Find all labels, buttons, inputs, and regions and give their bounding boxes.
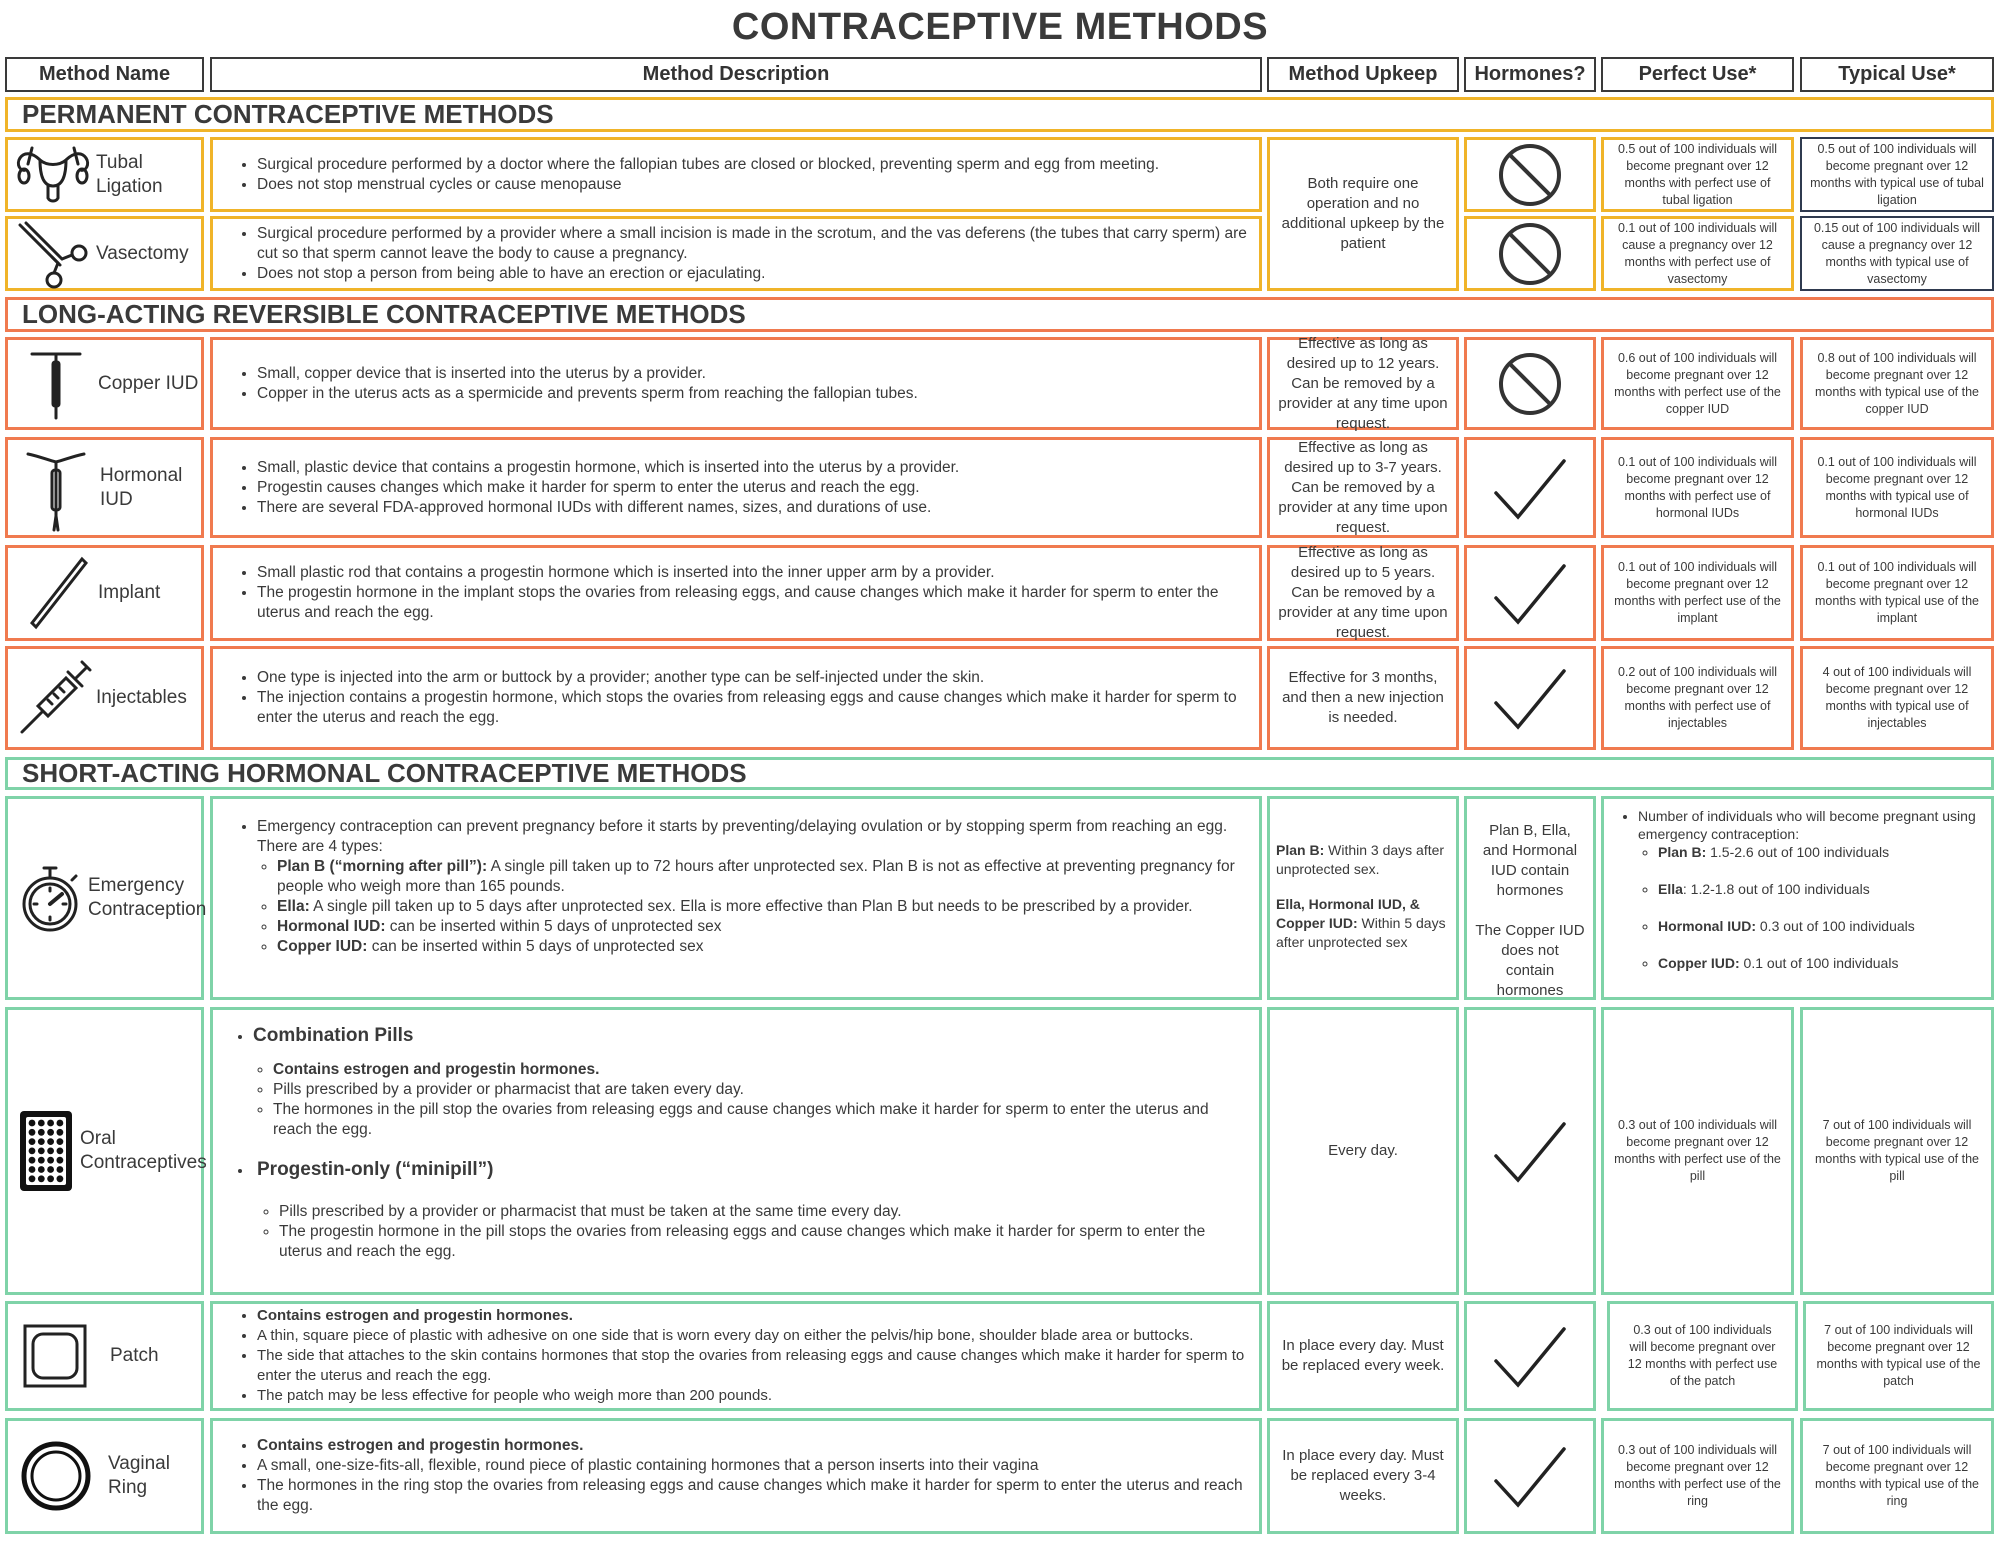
ec-stat-copper-iud: ◦ Copper IUD: 0.1 out of 100 individuals	[1658, 954, 1985, 972]
pill-dot	[47, 1166, 54, 1173]
syringe-icon	[18, 660, 92, 736]
description-vaginal-ring	[210, 1418, 1262, 1534]
description-bullet: • Does not stop a person from being able to have an erection or ejaculating.	[257, 264, 1249, 284]
description-bullet: Emergency contraception can prevent pregnancy before it starts by preventing/delaying ovulation or by stopping sperm from reaching an egg. There are 4 types:	[257, 818, 1228, 855]
description-bullet: • A small, one-size-fits-all, flexible, round piece of plastic containing hormones that a person inserts into their vagina	[257, 1456, 1249, 1476]
ec-upkeep-plan-b: Plan B: Within 3 days after unprotected sex.	[1276, 842, 1445, 877]
minipill-heading: • Progestin-only (“minipill”)	[257, 1159, 494, 1180]
section-short-acting: SHORT-ACTING HORMONAL CONTRACEPTIVE METHODS	[5, 757, 1994, 790]
perfect-use-hormonal-iud: 0.1 out of 100 individuals will become pregnant over 12 months with perfect use of hormonal IUDs	[1601, 437, 1794, 538]
header-method-description: Method Description	[210, 57, 1262, 92]
ec-stat-plan-b: ◦ Plan B: 1.5-2.6 out of 100 individuals	[1658, 843, 1985, 861]
method-emergency-contraception	[5, 796, 207, 1000]
method-oral-contraceptives	[5, 1007, 207, 1295]
ec-type-copper-iud: ◦ Copper IUD: can be inserted within 5 days of unprotected sex	[277, 937, 1249, 957]
method-vasectomy	[5, 216, 204, 291]
no-hormones-icon	[1497, 221, 1563, 287]
description-bullet: ◦ Pills prescribed by a provider or pharmacist that are taken every day.	[273, 1080, 1249, 1100]
pill-dot	[29, 1157, 36, 1164]
ring-icon	[20, 1440, 92, 1512]
pill-dot	[57, 1166, 64, 1173]
header-method-upkeep: Method Upkeep	[1267, 57, 1459, 92]
checkmark-icon	[1490, 1321, 1570, 1391]
description-bullet: • Surgical procedure performed by a provider where a small incision is made in the scrotum, and the vas deferens (the tubes that carry sperm) are cut so that sperm cannot leave the body to cause a pregnancy.	[257, 224, 1249, 264]
upkeep-oral-contraceptives: Every day.	[1267, 1007, 1459, 1295]
no-hormones-icon	[1497, 142, 1563, 208]
method-tubal-ligation	[5, 137, 204, 212]
description-copper-iud	[210, 337, 1262, 430]
description-bullet: • Contains estrogen and progestin hormones.	[257, 1306, 1249, 1326]
description-bullet: • Copper in the uterus acts as a spermicide and prevents sperm from reaching the fallopian tubes.	[257, 384, 1249, 404]
method-injectables	[5, 646, 204, 750]
description-bullet: • The patch may be less effective for people who weigh more than 200 pounds.	[257, 1386, 1249, 1406]
pill-dot	[47, 1157, 54, 1164]
typical-use-copper-iud: 0.8 out of 100 individuals will become pregnant over 12 months with typical use of the copper IUD	[1800, 337, 1994, 430]
description-bullet: • The injection contains a progestin hormone, which stops the ovaries from releasing eggs and cause changes which make it harder for sperm to enter the uterus and reach the egg.	[257, 688, 1249, 728]
description-bullet: • The progestin hormone in the implant stops the ovaries from releasing eggs, and cause changes which make it harder for sperm to enter the uterus and reach the egg.	[257, 583, 1249, 623]
stopwatch-icon	[18, 862, 82, 934]
checkmark-icon	[1490, 453, 1570, 523]
description-injectables	[210, 646, 1262, 750]
description-bullet: • Small, plastic device that contains a progestin hormone, which is inserted into the uterus by a provider.	[257, 458, 1249, 478]
method-name-label: Oral Contraceptives	[80, 1128, 207, 1173]
ec-type-hormonal-iud: ◦ Hormonal IUD: can be inserted within 5 days of unprotected sex	[277, 917, 1249, 937]
description-patch	[210, 1301, 1262, 1411]
patch-icon	[22, 1323, 88, 1389]
pill-dot	[57, 1175, 64, 1182]
section-permanent: PERMANENT CONTRACEPTIVE METHODS	[5, 97, 1994, 132]
description-bullet: ◦ The progestin hormone in the pill stops the ovaries from releasing eggs and cause changes which make it harder for sperm to enter the uterus and reach the egg.	[279, 1222, 1249, 1262]
typical-use-injectables: 4 out of 100 individuals will become pregnant over 12 months with typical use of injectables	[1800, 646, 1994, 750]
method-name-label: Vaginal Ring	[108, 1453, 170, 1498]
pill-dot	[57, 1148, 64, 1155]
ec-hormones-contain: Plan B, Ella, and Hormonal IUD contain hormones	[1482, 822, 1578, 899]
pill-dot	[57, 1138, 64, 1145]
pill-dot	[47, 1129, 54, 1136]
method-name-label: Injectables	[96, 687, 187, 708]
description-bullet: • Small plastic rod that contains a progestin hormone which is inserted into the inner upper arm by a provider.	[257, 563, 1249, 583]
description-bullet: • Contains estrogen and progestin hormones.	[257, 1436, 1249, 1456]
ec-type-plan-b: ◦ Plan B (“morning after pill”): A single pill taken up to 72 hours after unprotected sex. Plan B is not as effective at preventing pregnancy for people who weigh more than 165 pounds.	[277, 857, 1249, 897]
method-name-label: Emergency Contraception	[88, 875, 207, 920]
description-bullet: • The hormones in the ring stop the ovaries from releasing eggs and cause changes which make it harder for sperm to enter the uterus and reach the egg.	[257, 1476, 1249, 1516]
copper-iud-icon	[26, 348, 86, 420]
description-bullet: • Progestin causes changes which make it harder for sperm to enter the uterus and reach the egg.	[257, 478, 1249, 498]
description-bullet: • Does not stop menstrual cycles or cause menopause	[257, 175, 1249, 195]
pill-dot	[29, 1148, 36, 1155]
description-bullet: • Surgical procedure performed by a doctor where the fallopian tubes are closed or blocked, preventing sperm and egg from meeting.	[257, 155, 1249, 175]
pill-dot	[38, 1166, 45, 1173]
typical-use-hormonal-iud: 0.1 out of 100 individuals will become pregnant over 12 months with typical use of hormonal IUDs	[1800, 437, 1994, 538]
upkeep-implant: Effective as long as desired up to 5 years. Can be removed by a provider at any time upon request.	[1267, 545, 1459, 641]
description-bullet: • One type is injected into the arm or buttock by a provider; another type can be self-injected under the skin.	[257, 668, 1249, 688]
upkeep-vaginal-ring: In place every day. Must be replaced every 3-4 weeks.	[1267, 1418, 1459, 1534]
method-patch	[5, 1301, 204, 1411]
description-tubal-ligation	[210, 137, 1262, 212]
ec-stat-hormonal-iud: ◦ Hormonal IUD: 0.3 out of 100 individuals	[1658, 917, 1985, 935]
typical-use-oral-contraceptives: 7 out of 100 individuals will become pregnant over 12 months with typical use of the pill	[1800, 1007, 1994, 1295]
pill-dot	[29, 1120, 36, 1127]
pill-dot	[57, 1120, 64, 1127]
pill-dot	[38, 1148, 45, 1155]
ec-stats-intro: Number of individuals who will become pregnant using emergency contraception:	[1638, 808, 1976, 842]
ec-type-ella: ◦ Ella: A single pill taken up to 5 days after unprotected sex. Ella is more effective than Plan B but needs to be prescribed by a provider.	[277, 897, 1249, 917]
description-bullet: ◦ Contains estrogen and progestin hormones.	[273, 1060, 1249, 1080]
no-hormones-icon	[1497, 351, 1563, 417]
hormones-tubal-ligation	[1464, 137, 1596, 212]
upkeep-hormonal-iud: Effective as long as desired up to 3-7 years. Can be removed by a provider at any time upon request.	[1267, 437, 1459, 538]
typical-use-implant: 0.1 out of 100 individuals will become pregnant over 12 months with typical use of the implant	[1800, 545, 1994, 641]
hormones-implant	[1464, 545, 1596, 641]
hormones-vaginal-ring	[1464, 1418, 1596, 1534]
hormones-injectables	[1464, 646, 1596, 750]
typical-use-patch: 7 out of 100 individuals will become pregnant over 12 months with typical use of the patch	[1803, 1301, 1994, 1411]
description-bullet: • A thin, square piece of plastic with adhesive on one side that is worn every day on either the pelvis/hip bone, shoulder blade area or buttocks.	[257, 1326, 1249, 1346]
upkeep-emergency-contraception	[1267, 796, 1459, 1000]
forceps-icon	[14, 219, 88, 289]
pill-dot	[47, 1148, 54, 1155]
section-larc: LONG-ACTING REVERSIBLE CONTRACEPTIVE METHODS	[5, 297, 1994, 332]
perfect-use-vaginal-ring: 0.3 out of 100 individuals will become pregnant over 12 months with perfect use of the ring	[1601, 1418, 1794, 1534]
perfect-use-tubal-ligation: 0.5 out of 100 individuals will become pregnant over 12 months with perfect use of tubal ligation	[1601, 137, 1794, 212]
hormones-emergency-contraception	[1464, 796, 1596, 1000]
hormones-hormonal-iud	[1464, 437, 1596, 538]
method-vaginal-ring	[5, 1418, 204, 1534]
description-bullet: • The side that attaches to the skin contains hormones that stop the ovaries from releasing eggs and cause changes which make it harder for sperm to enter the uterus and reach the egg.	[257, 1346, 1249, 1386]
perfect-use-vasectomy: 0.1 out of 100 individuals will cause a pregnancy over 12 months with perfect use of vasectomy	[1601, 216, 1794, 291]
ec-upkeep-others: Ella, Hormonal IUD, & Copper IUD: Within 5 days after unprotected sex	[1276, 896, 1446, 950]
pill-dot	[47, 1120, 54, 1127]
description-oral-contraceptives	[210, 1007, 1262, 1295]
header-perfect-use: Perfect Use*	[1601, 57, 1794, 92]
implant-rod-icon	[24, 555, 94, 631]
ec-effectiveness	[1601, 796, 1994, 1000]
pill-dot	[57, 1157, 64, 1164]
pill-dot	[57, 1129, 64, 1136]
perfect-use-injectables: 0.2 out of 100 individuals will become pregnant over 12 months with perfect use of injectables	[1601, 646, 1794, 750]
method-name-label: Hormonal IUD	[100, 464, 183, 510]
typical-use-tubal-ligation: 0.5 out of 100 individuals will become pregnant over 12 months with typical use of tubal ligation	[1800, 137, 1994, 212]
description-bullet: ◦ Pills prescribed by a provider or pharmacist that must be taken at the same time every day.	[279, 1202, 1249, 1222]
description-emergency-contraception	[210, 796, 1262, 1000]
upkeep-injectables: Effective for 3 months, and then a new injection is needed.	[1267, 646, 1459, 750]
description-vasectomy	[210, 216, 1262, 291]
page-title: CONTRACEPTIVE METHODS	[731, 6, 1269, 48]
method-copper-iud	[5, 337, 204, 430]
description-hormonal-iud	[210, 437, 1262, 538]
method-name-label: Copper IUD	[98, 372, 199, 394]
method-name-label: Implant	[98, 582, 161, 603]
method-name-label: Patch	[110, 1345, 159, 1366]
perfect-use-oral-contraceptives: 0.3 out of 100 individuals will become pregnant over 12 months with perfect use of the pill	[1601, 1007, 1794, 1295]
checkmark-icon	[1490, 1116, 1570, 1186]
hormones-patch	[1464, 1301, 1596, 1411]
header-method-name: Method Name	[5, 57, 204, 92]
uterus-icon	[12, 142, 94, 208]
typical-use-vasectomy: 0.15 out of 100 individuals will cause a pregnancy over 12 months with typical use of vasectomy	[1800, 216, 1994, 291]
perfect-use-implant: 0.1 out of 100 individuals will become pregnant over 12 months with perfect use of the implant	[1601, 545, 1794, 641]
description-implant	[210, 545, 1262, 641]
typical-use-vaginal-ring: 7 out of 100 individuals will become pregnant over 12 months with typical use of the ring	[1800, 1418, 1994, 1534]
method-name-label: Vasectomy	[96, 242, 189, 264]
pill-dot	[38, 1120, 45, 1127]
hormones-oral-contraceptives	[1464, 1007, 1596, 1295]
pill-dot	[38, 1138, 45, 1145]
pill-dot	[29, 1138, 36, 1145]
hormones-copper-iud	[1464, 337, 1596, 430]
pill-dot	[29, 1129, 36, 1136]
perfect-use-patch: 0.3 out of 100 individuals will become pregnant over 12 months with perfect use of the patch	[1607, 1301, 1798, 1411]
pill-dot	[47, 1175, 54, 1182]
header-typical-use: Typical Use*	[1800, 57, 1994, 92]
upkeep-copper-iud: Effective as long as desired up to 12 years. Can be removed by a provider at any time upon request.	[1267, 337, 1459, 430]
pill-dot	[38, 1157, 45, 1164]
header-hormones: Hormones?	[1464, 57, 1596, 92]
ec-hormones-copper: The Copper IUD does not contain hormones	[1475, 922, 1585, 999]
checkmark-icon	[1490, 558, 1570, 628]
pill-dot	[38, 1129, 45, 1136]
method-name-label: Tubal Ligation	[96, 151, 163, 197]
method-hormonal-iud	[5, 437, 204, 538]
method-implant	[5, 545, 204, 641]
hormones-vasectomy	[1464, 216, 1596, 291]
description-bullet: • Small, copper device that is inserted into the uterus by a provider.	[257, 364, 1249, 384]
combination-pills-heading: • Combination Pills	[253, 1025, 414, 1046]
ec-stat-ella: ◦ Ella: 1.2-1.8 out of 100 individuals	[1658, 880, 1985, 898]
upkeep-patch: In place every day. Must be replaced every week.	[1267, 1301, 1459, 1411]
pill-dot	[47, 1138, 54, 1145]
pill-pack-icon	[18, 1109, 74, 1193]
pill-dot	[29, 1175, 36, 1182]
checkmark-icon	[1490, 1441, 1570, 1511]
pill-dot	[29, 1166, 36, 1173]
pill-dot	[38, 1175, 45, 1182]
hormonal-iud-icon	[24, 444, 88, 532]
perfect-use-copper-iud: 0.6 out of 100 individuals will become pregnant over 12 months with perfect use of the copper IUD	[1601, 337, 1794, 430]
checkmark-icon	[1490, 663, 1570, 733]
upkeep-permanent: Both require one operation and no additional upkeep by the patient	[1267, 137, 1459, 291]
description-bullet: ◦ The hormones in the pill stop the ovaries from releasing eggs and cause changes which make it harder for sperm to enter the uterus and reach the egg.	[273, 1100, 1249, 1140]
description-bullet: • There are several FDA-approved hormonal IUDs with different names, sizes, and durations of use.	[257, 498, 1249, 518]
